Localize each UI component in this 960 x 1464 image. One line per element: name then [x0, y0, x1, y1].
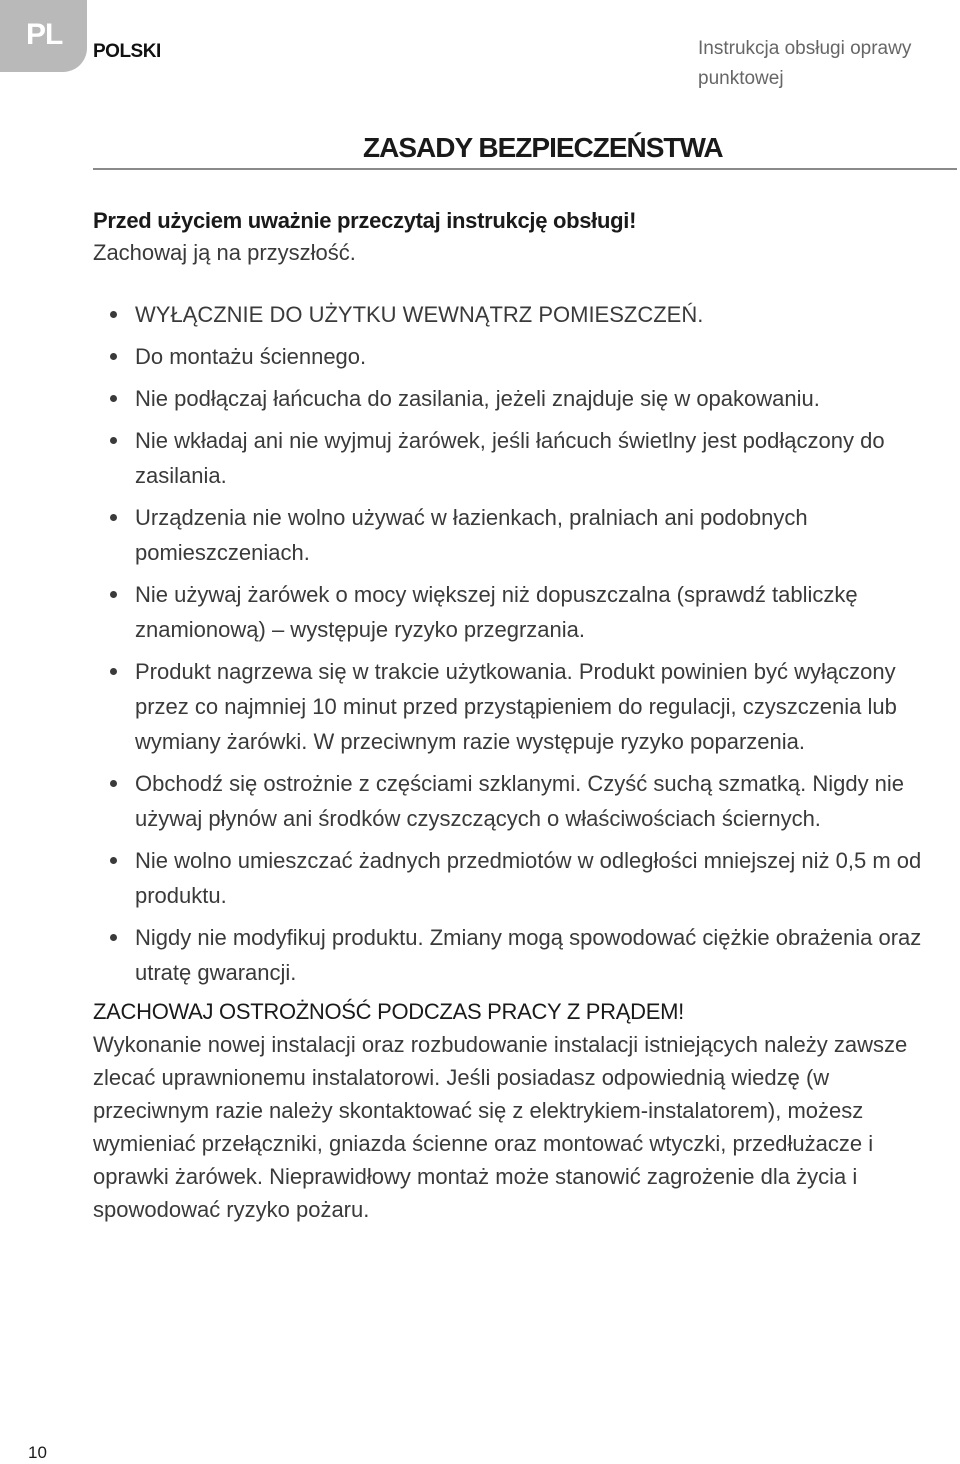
list-item-text: Nigdy nie modyfikuj produktu. Zmiany mogą spowodować ciężkie obrażenia oraz utratę gwarancji.	[135, 925, 922, 985]
list-item	[93, 381, 943, 416]
intro-note: Zachowaj ją na przyszłość.	[93, 240, 356, 265]
list-item	[93, 339, 943, 374]
list-item-text: Produkt nagrzewa się w trakcie użytkowania. Produkt powinien być wyłączony przez co najmniej 10 minut przed przystąpieniem do regulacji, czyszczenia lub wymiany żarówki. W przeciwnym razie występuje ryzyko poparzenia.	[135, 659, 897, 754]
list-item-text: WYŁĄCZNIE DO UŻYTKU WEWNĄTRZ POMIESZCZEŃ.	[135, 302, 704, 327]
list-item-text: Urządzenia nie wolno używać w łazienkach, pralniach ani podobnych pomieszczeniach.	[135, 505, 808, 565]
bullet-icon	[110, 395, 117, 402]
intro-warning: Przed użyciem uważnie przeczytaj instrukcję obsługi!	[93, 208, 637, 233]
language-label: POLSKI	[93, 41, 161, 62]
bullet-icon	[110, 934, 117, 941]
list-item	[93, 654, 943, 759]
warning-body: Wykonanie nowej instalacji oraz rozbudowanie instalacji istniejących należy zawsze zlecać uprawnionemu instalatorowi. Jeśli posiadasz odpowiednią wiedzę (w przeciwnym razie należy skontaktować się z elektrykiem-instalatorem), możesz wymieniać przełączniki, gniazda ścienne oraz montować wtyczki, przedłużacze i oprawki żarówek. Nieprawidłowy montaż może stanowić zagrożenie dla życia i spowodować ryzyko pożaru.	[93, 1032, 908, 1222]
list-item	[93, 843, 943, 913]
bullet-icon	[110, 353, 117, 360]
list-item-text: Do montażu ściennego.	[135, 344, 367, 369]
document-title: Instrukcja obsługi oprawy punktowej	[698, 38, 912, 89]
bullet-icon	[110, 514, 117, 521]
list-item-text: Nie wkładaj ani nie wyjmuj żarówek, jeśli łańcuch świetlny jest podłączony do zasilania.	[135, 428, 885, 488]
intro-block	[93, 205, 636, 269]
list-item	[93, 766, 943, 836]
bullet-icon	[110, 311, 117, 318]
electrical-warning	[93, 995, 943, 1226]
bullet-icon	[110, 857, 117, 864]
language-tab	[0, 0, 87, 72]
list-item-text: Nie używaj żarówek o mocy większej niż dopuszczalna (sprawdź tabliczkę znamionową) – występuje ryzyko przegrzania.	[135, 582, 858, 642]
list-item	[93, 423, 943, 493]
list-item-text: Obchodź się ostrożnie z częściami szklanymi. Czyść suchą szmatką. Nigdy nie używaj płynów ani środków czyszczących o właściwościach ściernych.	[135, 771, 905, 831]
title-divider	[93, 168, 957, 170]
list-item	[93, 920, 943, 990]
section-title: ZASADY BEZPIECZEŃSTWA	[363, 132, 723, 163]
safety-list	[93, 297, 943, 990]
language-tab-label: PL	[26, 18, 63, 51]
list-item	[93, 297, 943, 332]
list-item	[93, 500, 943, 570]
bullet-icon	[110, 780, 117, 787]
bullet-icon	[110, 437, 117, 444]
page-number: 10	[28, 1443, 47, 1462]
list-item-text: Nie podłączaj łańcucha do zasilania, jeżeli znajduje się w opakowaniu.	[135, 386, 820, 411]
list-item-text: Nie wolno umieszczać żadnych przedmiotów w odległości mniejszej niż 0,5 m od produktu.	[135, 848, 922, 908]
bullet-icon	[110, 668, 117, 675]
warning-heading: ZACHOWAJ OSTROŻNOŚĆ PODCZAS PRACY Z PRĄDEM!	[93, 999, 684, 1024]
bullet-icon	[110, 591, 117, 598]
list-item	[93, 577, 943, 647]
